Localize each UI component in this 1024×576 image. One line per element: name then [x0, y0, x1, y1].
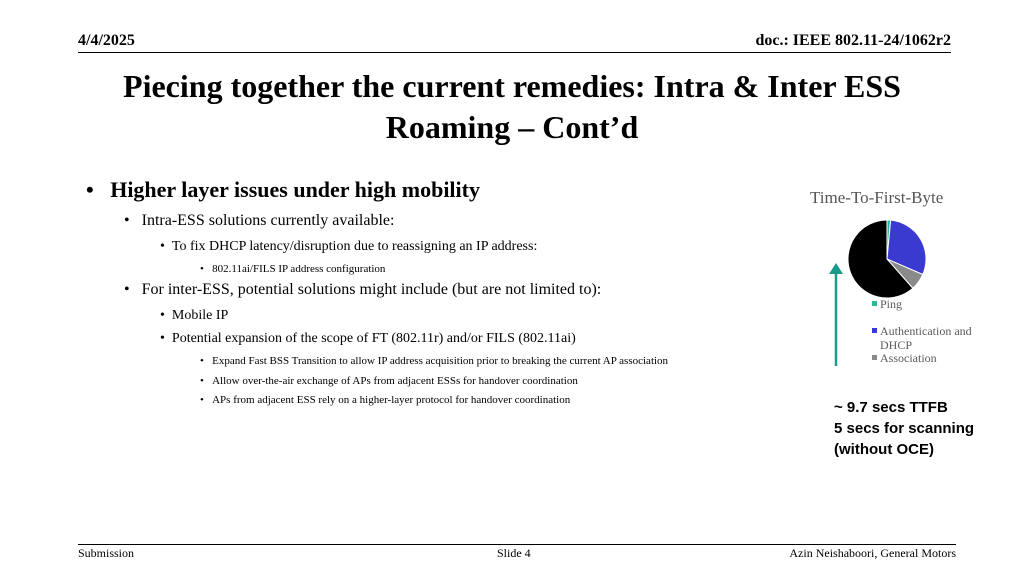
bullet-item [124, 212, 394, 230]
legend-label: Ping [880, 297, 903, 311]
up-arrow-icon [826, 262, 846, 366]
bullet-marker: • [124, 281, 142, 298]
bullet-text: Allow over-the-air exchange of APs from adjacent ESSs for handover coordination [212, 375, 578, 387]
bullet-text: Higher layer issues under high mobility [110, 177, 480, 202]
legend-label-cont: DHCP [880, 338, 913, 352]
bullet-marker: • [200, 375, 213, 387]
bullet-item [124, 281, 601, 299]
legend-label: Authentication and [880, 324, 972, 338]
header-doc-id: doc.: IEEE 802.11-24/1062r2 [755, 32, 951, 49]
footer-submission: Submission [78, 546, 135, 560]
bullet-item [200, 259, 385, 277]
bullet-text: Expand Fast BSS Transition to allow IP address acquisition prior to breaking the current AP association [212, 355, 669, 367]
footer-divider [78, 544, 956, 545]
bullet-text: To fix DHCP latency/disruption due to reassigning an IP address: [171, 239, 538, 254]
bullet-item [200, 371, 578, 389]
pie-chart [846, 218, 928, 300]
ttfb-line: ~ 9.7 secs TTFB [834, 399, 948, 416]
header-date: 4/4/2025 [78, 32, 135, 49]
legend-label: Association [880, 351, 937, 365]
bullet-item [200, 390, 570, 408]
slide-title [60, 66, 964, 148]
oce-line: (without OCE) [834, 441, 934, 458]
bullet-text: For inter-ESS, potential solutions might include (but are not limited to): [141, 281, 602, 298]
bullet-item [86, 177, 480, 203]
header-divider [78, 52, 951, 53]
bullet-text: APs from adjacent ESS rely on a higher-layer protocol for handover coordination [212, 394, 571, 406]
bullet-marker: • [200, 394, 213, 406]
bullet-marker: • [124, 212, 142, 229]
bullet-item [160, 329, 576, 347]
legend-item-auth-dhcp [872, 324, 972, 352]
footer-author: Azin Neishaboori, General Motors [789, 546, 956, 560]
scanning-line: 5 secs for scanning [834, 420, 975, 437]
bullet-item [160, 237, 537, 255]
bullet-item [200, 351, 668, 369]
footer-slide-number: Slide 4 [497, 546, 531, 560]
slide-title-line2: Roaming – Cont’d [385, 109, 639, 145]
bullet-marker: • [160, 331, 172, 346]
chart-title: Time-To-First-Byte [810, 188, 944, 207]
bullet-marker: • [200, 355, 213, 367]
bullet-text: Mobile IP [171, 308, 229, 323]
ttfb-annotation [834, 397, 974, 460]
legend-swatch-ping [872, 301, 877, 306]
legend-swatch-auth-dhcp [872, 328, 877, 333]
bullet-text: Intra-ESS solutions currently available: [141, 212, 395, 229]
bullet-marker: • [200, 263, 213, 275]
arrow-head [829, 263, 843, 274]
bullet-text: Potential expansion of the scope of FT (802.11r) and/or FILS (802.11ai) [171, 331, 576, 346]
bullet-marker: • [160, 239, 172, 254]
bullet-marker: • [86, 177, 111, 202]
legend-item-ping [872, 297, 902, 311]
slide-title-line1: Piecing together the current remedies: Intra & Inter ESS [123, 68, 901, 104]
legend-swatch-association [872, 355, 877, 360]
bullet-text: 802.11ai/FILS IP address configuration [212, 263, 386, 275]
bullet-item [160, 306, 228, 324]
bullet-marker: • [160, 308, 172, 323]
legend-item-association [872, 351, 937, 365]
